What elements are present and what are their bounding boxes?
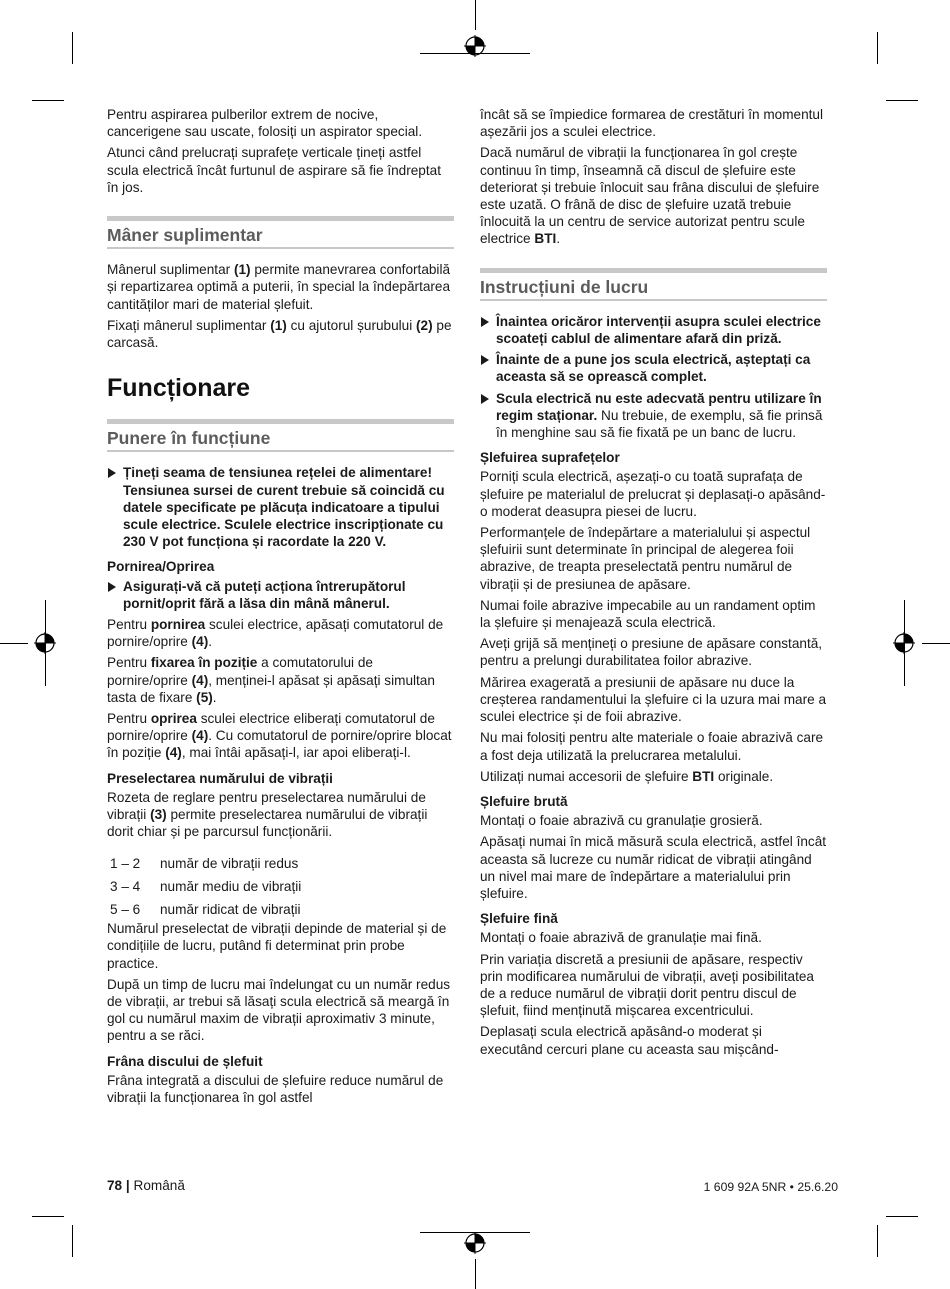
- paragraph: Utilizați numai accesorii de șlefuire BTI originale.: [480, 768, 774, 784]
- section-heading-instructiuni: Instrucțiuni de lucru: [480, 268, 827, 301]
- paragraph: Aveți grijă să mențineți o presiune de apăsare constantă, pentru a prelungi durabilitatea foilor abrazive.: [480, 636, 823, 669]
- warning-bullet: Înainte de a pune jos scula electrică, așteptați ca aceasta să se oprească complet.: [480, 351, 827, 385]
- registration-target-icon: [464, 35, 486, 57]
- paragraph: Nu mai folosiți pentru alte materiale o foaie abrazivă care a fost deja utilizată la prelucrarea metalului.: [480, 730, 824, 763]
- triangle-bullet-icon: [481, 355, 489, 365]
- speed-row: 1 – 2 număr de vibrații redus: [110, 855, 299, 871]
- registration-target-icon: [34, 632, 56, 654]
- chapter-title: Funcționare: [107, 374, 251, 403]
- paragraph: Porniți scula electrică, așezați-o cu toată suprafața de șlefuire pe materialul de prelucrat și deplasați-o apăsând-o moderat deasupra piesei de lucru.: [480, 469, 826, 519]
- right-column: [480, 106, 827, 1062]
- triangle-bullet-icon: [481, 394, 489, 404]
- warning-bullet: Asigurați-vă că puteți acționa întrerupătorul pornit/oprit fără a lăsa din mână mânerul.: [107, 578, 454, 612]
- paragraph: După un timp de lucru mai îndelungat cu un număr redus de vibrații, ar trebui să lăsați scula electrică să meargă în gol cu numărul maxim de vibrații aproximativ 3 minute, pentru a se răci.: [107, 976, 451, 1044]
- speed-row: 5 – 6 număr ridicat de vibrații: [110, 901, 301, 917]
- page-footer-left: [107, 1178, 185, 1193]
- warning-bullet: Înaintea oricăror intervenții asupra sculei electrice scoateți cablul de alimentare afară din priză.: [480, 313, 827, 347]
- subheading-fina: Șlefuire fină: [480, 911, 558, 927]
- paragraph: Numărul preselectat de vibrații depinde de material și de condițiile de lucru, putând fi determinat prin probe practice.: [107, 921, 447, 971]
- paragraph: Rozeta de reglare pentru preselectarea numărului de vibrații (3) permite preselectarea numărului de vibrații dorit chiar și pe parcursul funcționării.: [107, 789, 428, 840]
- warning-bullet: Scula electrică nu este adecvată pentru utilizare în regim staționar. Nu trebuie, de exemplu, să fie prinsă în menghine sau să fie fixată pe un banc de lucru.: [480, 390, 827, 442]
- triangle-bullet-icon: [108, 468, 116, 478]
- section-heading-punere: Punere în funcțiune: [107, 419, 454, 452]
- paragraph: Frâna integrată a discului de șlefuire reduce numărul de vibrații la funcționarea în gol astfel: [107, 1072, 444, 1105]
- paragraph: Deplasați scula electrică apăsând-o moderat și executând cercuri plane cu aceasta sau mișcând-: [480, 1024, 779, 1057]
- paragraph: Numai foile abrazive impecabile au un randament optim la șlefuire și menajează scula electrică.: [480, 597, 816, 631]
- left-column: [107, 106, 454, 1110]
- paragraph: Pentru pornirea sculei electrice, apăsați comutatorul de pornire/oprire (4).: [107, 617, 444, 650]
- paragraph: Fixați mânerul suplimentar (1) cu ajutorul șurubului (2) pe carcasă.: [107, 317, 452, 351]
- paragraph: Pentru aspirarea pulberilor extrem de nocive, cancerigene sau uscate, folosiți un aspirator special.: [107, 107, 423, 140]
- paragraph: încât să se împiedice formarea de crestături în momentul așezării jos a sculei electrice.: [480, 107, 824, 140]
- subheading-bruta: Șlefuire brută: [480, 793, 568, 809]
- paragraph: Mărirea exagerată a presiunii de apăsare nu duce la creșterea randamentului la șlefuire ci la uzura mai mare a sculei electrice și de foii abrazive.: [480, 674, 827, 725]
- subheading-slefuirea: Șlefuirea suprafețelor: [480, 450, 620, 466]
- paragraph: Apăsați numai în mică măsură scula electrică, astfel încât aceasta să lucreze cu număr ridicat de vibrații atingând un nivel mai mare de îndepărtare a materialului prin șlefuire.: [480, 834, 827, 901]
- speed-row: 3 – 4 număr mediu de vibrații: [110, 878, 302, 894]
- registration-target-icon: [893, 632, 915, 654]
- footer-separator: |: [125, 1178, 130, 1193]
- triangle-bullet-icon: [481, 317, 489, 327]
- page-number: 78: [107, 1178, 123, 1193]
- section-heading-maner: Mâner suplimentar: [107, 216, 454, 249]
- subheading-pornirea: Pornirea/Oprirea: [107, 559, 215, 575]
- paragraph: Montați o foaie abrazivă de granulație mai fină.: [480, 930, 762, 946]
- footer-language: Română: [133, 1178, 185, 1193]
- subheading-preselectare: Preselectarea numărului de vibrații: [107, 770, 333, 786]
- paragraph: Pentru oprirea sculei electrice eliberați comutatorul de pornire/oprire (4). Cu comutatorul de pornire/oprire blocat în poziție (4), mai întâi apăsați-l, iar apoi eliberați-l.: [107, 711, 452, 761]
- doc-code: 1 609 92A 5NR • 25.6.20: [703, 1180, 838, 1194]
- warning-bullet: Țineți seama de tensiunea rețelei de alimentare! Tensiunea sursei de curent trebuie să coincidă cu datele specificate pe plăcuța indicatoare a tipului scule electrice. Sculele electrice inscripționate cu 230 V pot funcționa și racordate la 220 V.: [107, 464, 454, 550]
- paragraph: Montați o foaie abrazivă cu granulație grosieră.: [480, 813, 763, 829]
- paragraph: Performanțele de îndepărtare a materialului și aspectul șlefuirii sunt determinate în principal de alegerea foii abrazive, de treapta preselectată pentru numărul de vibrații și de presiunea de apăsare.: [480, 525, 811, 592]
- registration-target-icon: [464, 1232, 486, 1254]
- paragraph: Mânerul suplimentar (1) permite manevrarea confortabilă și repartizarea optimă a puterii, în special la îndepărtarea cantităților mari de material șlefuit.: [107, 262, 451, 312]
- triangle-bullet-icon: [108, 582, 116, 592]
- paragraph: Dacă numărul de vibrații la funcționarea în gol crește continuu în timp, înseamnă că discul de șlefuire este deteriorat și trebuie înlocuit sau frâna discului de șlefuire este uzată. O frână de disc de șlefuire uzată trebuie înlocuită la un centru de service autorizat pentru scule electrice BTI.: [480, 145, 820, 247]
- paragraph: Pentru fixarea în poziție a comutatorului de pornire/oprire (4), menținei-l apăsat și apăsați simultan tasta de fixare (5).: [107, 655, 435, 705]
- paragraph: Atunci când prelucrați suprafețe verticale țineți astfel scula electrică încât furtunul de aspirare să fie îndreptat în jos.: [107, 145, 441, 195]
- subheading-frana: Frâna discului de șlefuit: [107, 1053, 263, 1069]
- paragraph: Prin variația discretă a presiunii de apăsare, respectiv prin modificarea numărului de vibrații, aveți posibilitatea de a reduce numărul de vibrații dorit pentru discul de șlefuit, fiind menținută mișcarea excentricului.: [480, 951, 814, 1019]
